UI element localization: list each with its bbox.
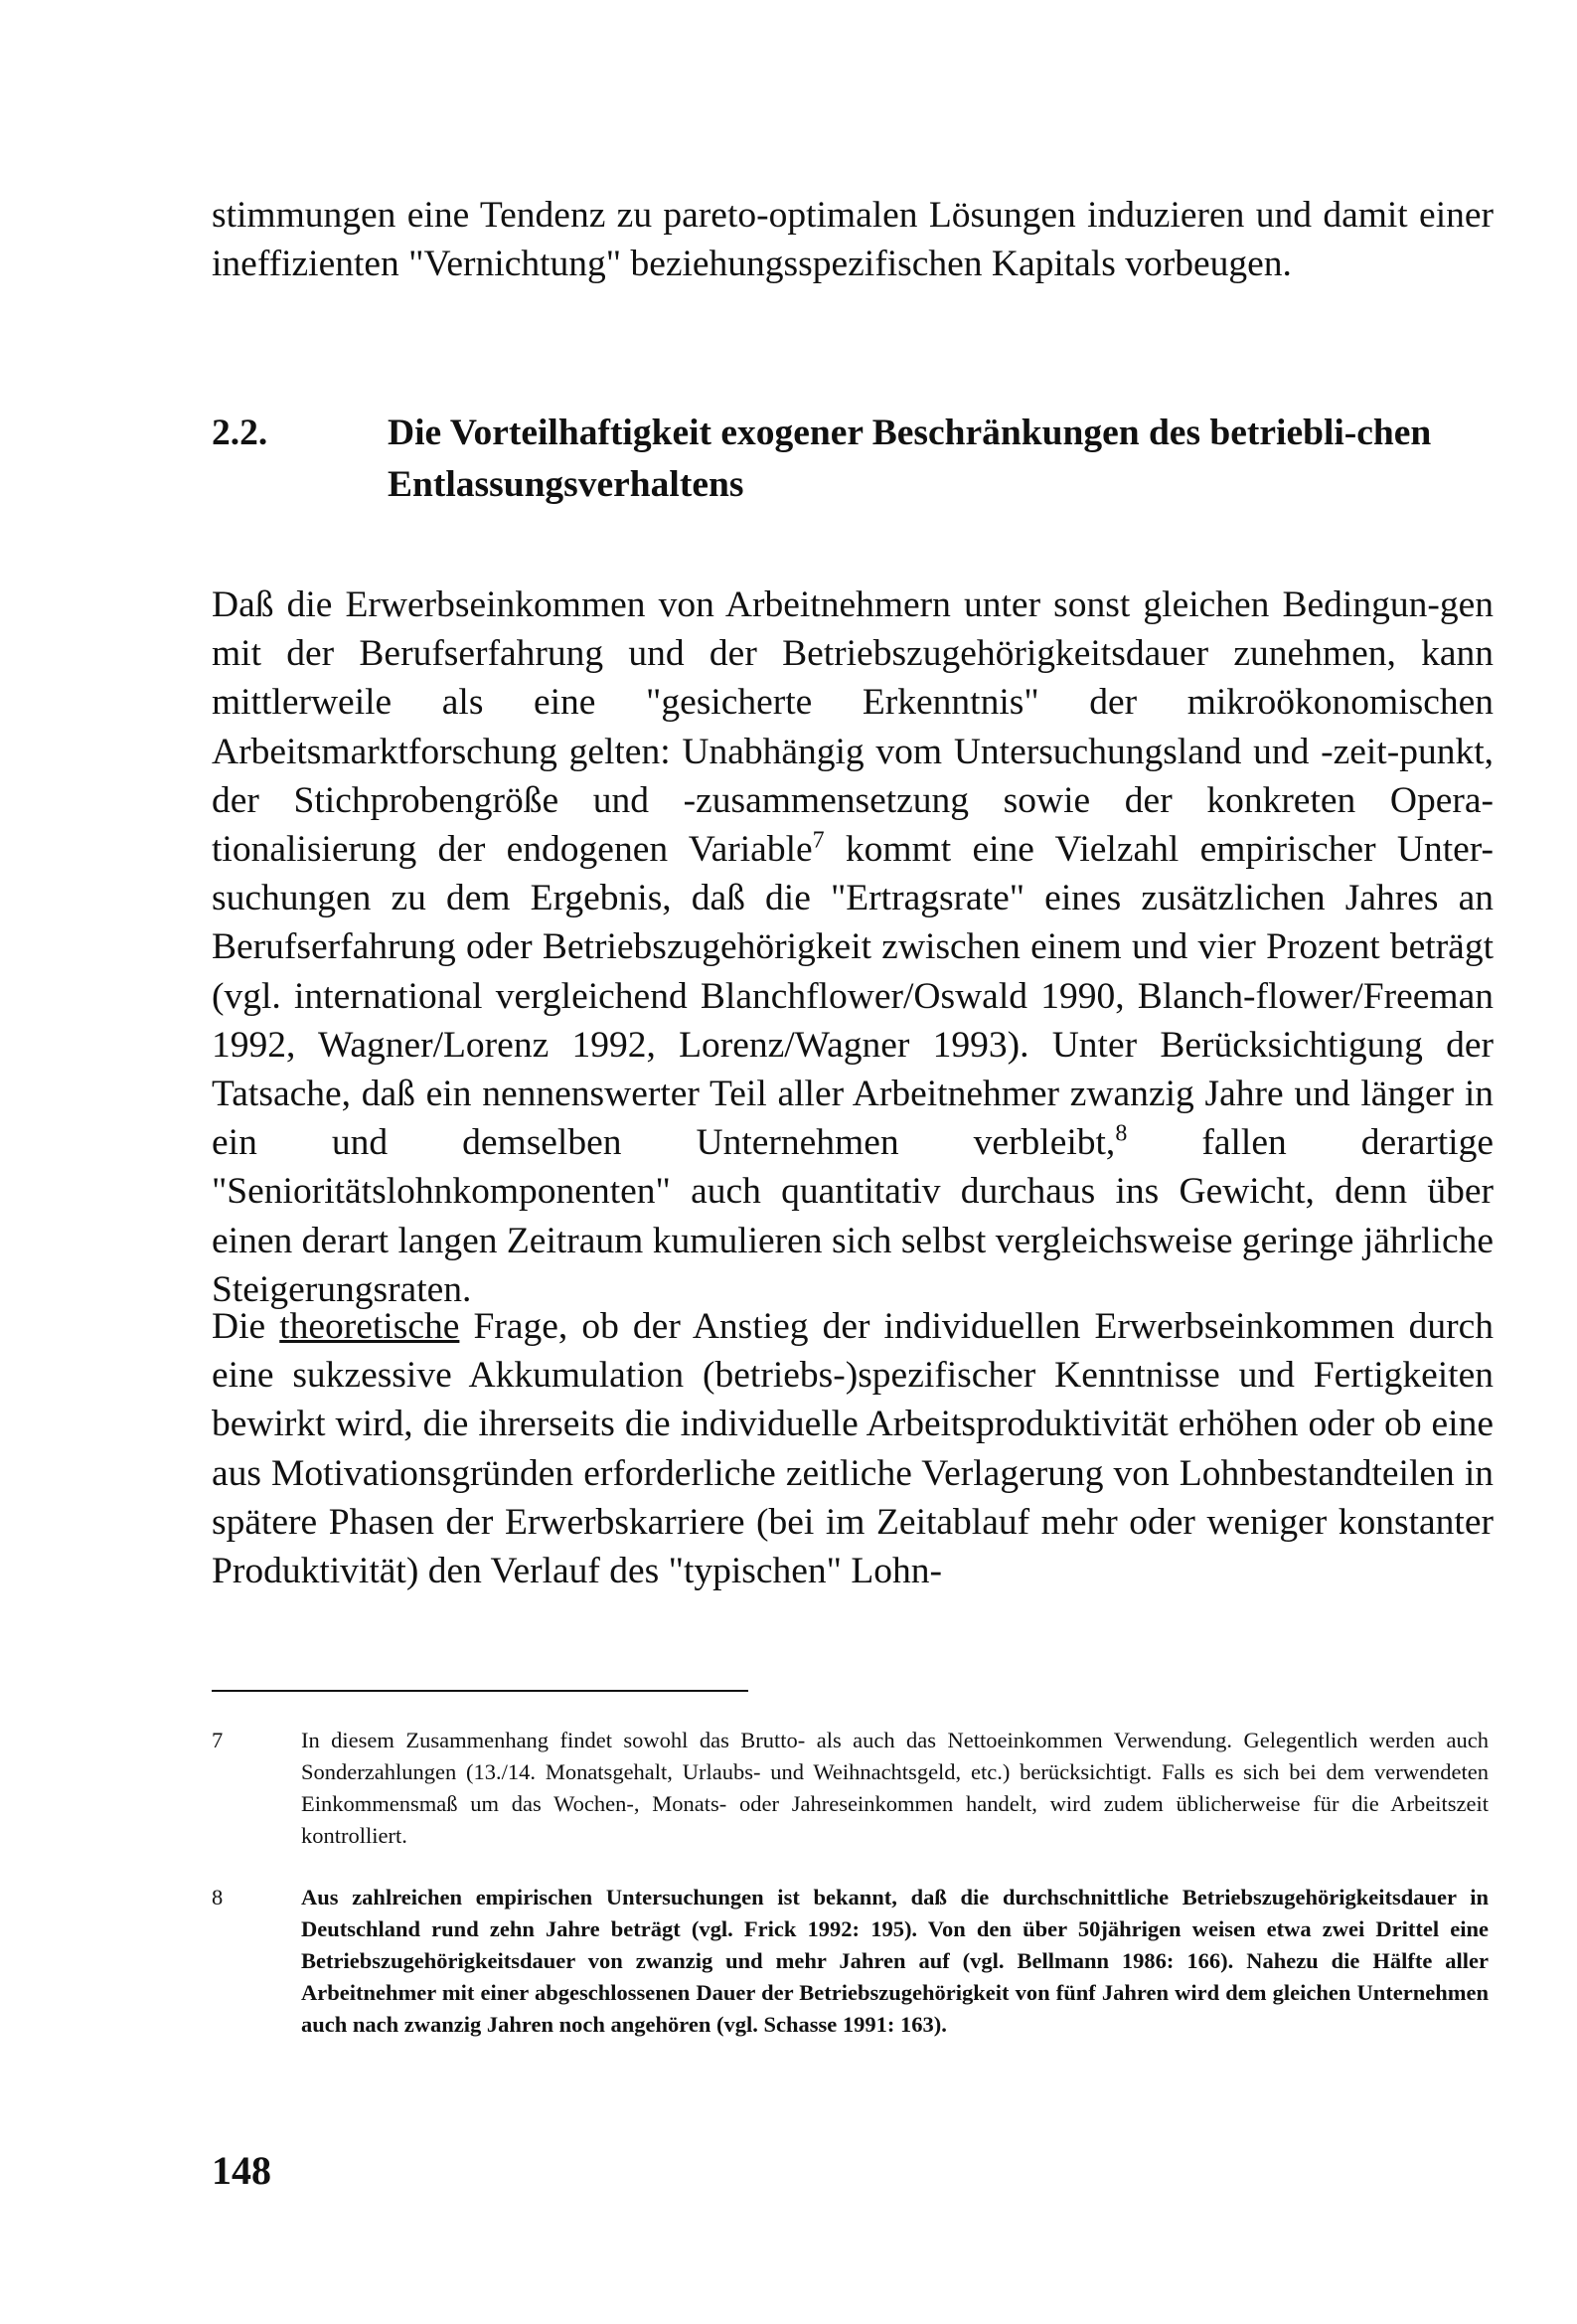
paragraph-1-text-a: Daß die Erwerbseinkommen von Arbeitnehmern unter sonst gleichen Bedingun-gen mit der Berufserfahrung und der Betriebszugehörigkeitsdauer zunehmen, kann mittlerweile als eine "gesicherte Erkenntnis" der mikroökonomischen Arbeitsmarktforschung gelten: Unabhängig vom Untersuchungsland und -zeit-punkt, der Stichprobengröße und -zusammensetzung sowie der konkreten Opera-tionalisierung der endogenen Variable <box>212 584 1494 871</box>
footnote-number: 8 <box>212 1885 224 1909</box>
paragraph-2-start: Die <box>212 1306 280 1347</box>
paragraph-1-text-c: fallen derartige "Senioritätslohnkomponenten" auch quantitativ durchaus ins Gewicht, denn über einen derart langen Zeitraum kumulieren sich selbst vergleichsweise geringe jährliche Steigerungsraten. <box>212 1122 1494 1310</box>
page-number: 148 <box>212 2148 271 2193</box>
body-paragraph-1 <box>212 581 1494 1314</box>
intro-paragraph: stimmungen eine Tendenz zu pareto-optimalen Lösungen induzieren und damit einer ineffizienten "Vernichtung" beziehungsspezifischen Kapitals vorbeugen. <box>212 195 1494 285</box>
paragraph-2-rest: Frage, ob der Anstieg der individuellen Erwerbseinkommen durch eine sukzessive Akkumulation (betriebs-)spezifischer Kenntnisse und Fertigkeiten bewirkt wird, die ihrerseits die individuelle Arbeitsproduktivität erhöhen oder ob eine aus Motivationsgründen erforderliche zeitliche Verlagerung von Lohnbestandteilen in spätere Phasen der Erwerbskarriere (bei im Zeitablauf mehr oder weniger konstanter Produktivität) den Verlauf des "typischen" Lohn- <box>212 1306 1494 1592</box>
footnote-ref-7: 7 <box>812 827 825 854</box>
footnote-ref-8: 8 <box>1115 1120 1128 1147</box>
footnote-text: In diesem Zusammenhang findet sowohl das Brutto- als auch das Nettoeinkommen Verwendung. Gelegentlich werden auch Sonderzahlungen (13./14. Monatsgehalt, Urlaubs- und Weihnachtsgeld, etc.) berücksichtigt. Falls es sich bei dem verwendeten Einkommensmaß um das Wochen-, Monats- oder Jahreseinkommen handelt, wird zudem üblicherweise für die Arbeitszeit kontrolliert. <box>301 1728 1489 1848</box>
body-paragraph-2 <box>212 1302 1494 1595</box>
section-title: Die Vorteilhaftigkeit exogener Beschränkungen des betriebli-chen Entlassungsverhaltens <box>388 413 1432 505</box>
footnote-text: Aus zahlreichen empirischen Untersuchungen ist bekannt, daß die durchschnittliche Betriebszugehörigkeitsdauer in Deutschland rund zehn Jahre beträgt (vgl. Frick 1992: 195). Von den über 50jährigen weisen etwa zwei Drittel eine Betriebszugehörigkeitsdauer von zwanzig und mehr Jahren auf (vgl. Bellmann 1986: 166). Nahezu die Hälfte aller Arbeitnehmer mit einer abgeschlossenen Dauer der Betriebszugehörigkeit von fünf Jahren wird dem gleichen Unternehmen auch nach zwanzig Jahren noch angehören (vgl. Schasse 1991: 163). <box>301 1885 1489 2037</box>
footnote-divider <box>212 1690 748 1692</box>
footnote-number: 7 <box>212 1728 224 1752</box>
section-number: 2.2. <box>212 413 268 453</box>
underlined-word: theoretische <box>279 1306 460 1347</box>
paragraph-1-text-b: kommt eine Vielzahl empirischer Unter-suchungen zu dem Ergebnis, daß die "Ertragsrate" eines zusätzlichen Jahres an Berufserfahrung oder Betriebszugehörigkeit zwischen einem und vier Prozent beträgt (vgl. international vergleichend Blanchflower/Oswald 1990, Blanch-flower/Freeman 1992, Wagner/Lorenz 1992, Lorenz/Wagner 1993). Unter Berücksichtigung der Tatsache, daß ein nennenswerter Teil aller Arbeitnehmer zwanzig Jahre und länger in ein und demselben Unternehmen verbleibt, <box>212 829 1494 1164</box>
